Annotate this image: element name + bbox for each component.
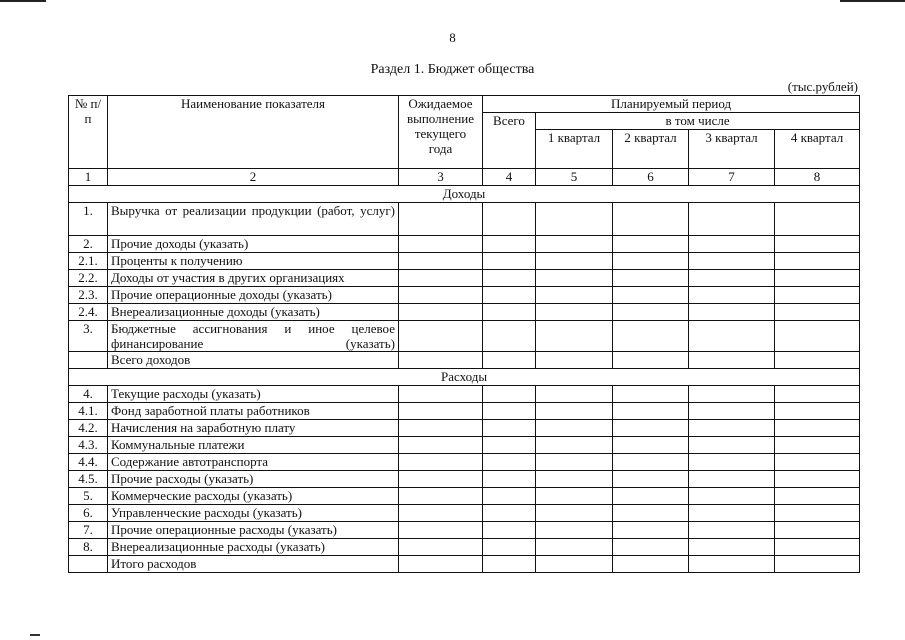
row-number: 5. [69, 488, 108, 505]
table-row [69, 287, 860, 304]
row-name: Коммерческие расходы (указать) [108, 488, 399, 505]
value-cell [689, 522, 775, 539]
value-cell [536, 420, 613, 437]
row-number: 2. [69, 236, 108, 253]
value-cell [483, 304, 536, 321]
value-cell [483, 352, 536, 369]
value-cell [399, 270, 483, 287]
value-cell [536, 522, 613, 539]
units-label: (тыс.рублей) [787, 79, 858, 94]
row-number: 7. [69, 522, 108, 539]
value-cell [399, 203, 483, 236]
value-cell [483, 321, 536, 352]
row-name: Доходы от участия в других организациях [108, 270, 399, 287]
value-cell [399, 505, 483, 522]
page-number: 8 [449, 30, 456, 45]
value-cell [613, 386, 689, 403]
value-cell [483, 454, 536, 471]
row-number: 1. [69, 203, 108, 236]
value-cell [775, 386, 860, 403]
value-cell [399, 420, 483, 437]
header-expected: Ожидаемое выполнение текущего года [399, 96, 483, 169]
value-cell [536, 253, 613, 270]
value-cell [689, 321, 775, 352]
value-cell [483, 253, 536, 270]
value-cell [399, 352, 483, 369]
table-row [69, 471, 860, 488]
row-name: Прочие доходы (указать) [108, 236, 399, 253]
row-name: Коммунальные платежи [108, 437, 399, 454]
value-cell [483, 505, 536, 522]
table-row [69, 270, 860, 287]
table-row [69, 505, 860, 522]
value-cell [536, 471, 613, 488]
value-cell [689, 287, 775, 304]
row-number [69, 556, 108, 573]
value-cell [536, 321, 613, 352]
row-number: 4.2. [69, 420, 108, 437]
value-cell [536, 270, 613, 287]
row-number: 4.5. [69, 471, 108, 488]
value-cell [536, 203, 613, 236]
value-cell [399, 437, 483, 454]
table-row [69, 420, 860, 437]
value-cell [399, 287, 483, 304]
table-row [69, 403, 860, 420]
value-cell [536, 403, 613, 420]
value-cell [613, 287, 689, 304]
value-cell [613, 253, 689, 270]
row-name: Начисления на заработную плату [108, 420, 399, 437]
value-cell [689, 505, 775, 522]
value-cell [536, 304, 613, 321]
value-cell [689, 471, 775, 488]
value-cell [775, 522, 860, 539]
row-name: Управленческие расходы (указать) [108, 505, 399, 522]
table-row [69, 253, 860, 270]
row-name: Содержание автотранспорта [108, 454, 399, 471]
row-name: Итого расходов [108, 556, 399, 573]
row-number: 4.4. [69, 454, 108, 471]
row-name: Прочие расходы (указать) [108, 471, 399, 488]
column-number: 5 [536, 169, 613, 186]
value-cell [536, 352, 613, 369]
value-cell [613, 203, 689, 236]
value-cell [483, 236, 536, 253]
value-cell [483, 539, 536, 556]
header-q4: 4 квартал [775, 130, 860, 169]
column-number: 3 [399, 169, 483, 186]
column-number: 4 [483, 169, 536, 186]
value-cell [689, 352, 775, 369]
table-row [69, 454, 860, 471]
row-name: Выручка от реализации продукции (работ, услуг) [108, 203, 399, 236]
value-cell [689, 270, 775, 287]
header-planned: Планируемый период [483, 96, 860, 113]
value-cell [536, 488, 613, 505]
value-cell [399, 454, 483, 471]
row-number: 6. [69, 505, 108, 522]
row-name: Проценты к получению [108, 253, 399, 270]
expense-section-row [69, 369, 860, 386]
value-cell [613, 522, 689, 539]
table-row [69, 203, 860, 236]
table-row [69, 236, 860, 253]
value-cell [399, 403, 483, 420]
column-number: 7 [689, 169, 775, 186]
value-cell [483, 437, 536, 454]
value-cell [775, 556, 860, 573]
value-cell [775, 437, 860, 454]
value-cell [689, 203, 775, 236]
column-number: 2 [108, 169, 399, 186]
header-including: в том числе [536, 113, 860, 130]
value-cell [613, 437, 689, 454]
budget-table [68, 95, 860, 573]
value-cell [613, 321, 689, 352]
value-cell [775, 505, 860, 522]
value-cell [775, 321, 860, 352]
value-cell [775, 488, 860, 505]
row-number: 2.3. [69, 287, 108, 304]
top-rule-right [840, 0, 905, 2]
row-number: 4. [69, 386, 108, 403]
expense-rows [69, 386, 860, 573]
value-cell [689, 304, 775, 321]
table-row [69, 539, 860, 556]
row-number: 2.1. [69, 253, 108, 270]
section-title: Раздел 1. Бюджет общества [370, 62, 535, 77]
income-section-row [69, 186, 860, 203]
value-cell [613, 505, 689, 522]
value-cell [613, 352, 689, 369]
value-cell [399, 522, 483, 539]
value-cell [775, 403, 860, 420]
value-cell [689, 236, 775, 253]
row-number [69, 352, 108, 369]
value-cell [613, 304, 689, 321]
value-cell [689, 437, 775, 454]
value-cell [775, 203, 860, 236]
row-number: 4.3. [69, 437, 108, 454]
value-cell [536, 287, 613, 304]
table-row [69, 522, 860, 539]
header-num: № п/п [69, 96, 108, 169]
value-cell [536, 539, 613, 556]
value-cell [483, 203, 536, 236]
row-number: 8. [69, 539, 108, 556]
table-row [69, 321, 860, 352]
value-cell [689, 556, 775, 573]
row-number: 2.4. [69, 304, 108, 321]
row-name: Прочие операционные расходы (указать) [108, 522, 399, 539]
value-cell [775, 352, 860, 369]
income-rows [69, 203, 860, 369]
expense-section-title: Расходы [69, 369, 860, 386]
value-cell [613, 471, 689, 488]
column-number: 8 [775, 169, 860, 186]
value-cell [775, 420, 860, 437]
table-row [69, 304, 860, 321]
value-cell [399, 253, 483, 270]
value-cell [689, 403, 775, 420]
table-row [69, 386, 860, 403]
row-name: Всего доходов [108, 352, 399, 369]
value-cell [536, 556, 613, 573]
value-cell [483, 556, 536, 573]
value-cell [775, 287, 860, 304]
value-cell [399, 321, 483, 352]
column-number: 6 [613, 169, 689, 186]
row-name: Текущие расходы (указать) [108, 386, 399, 403]
value-cell [399, 304, 483, 321]
value-cell [399, 236, 483, 253]
row-name: Внереализационные расходы (указать) [108, 539, 399, 556]
header-row-1 [69, 96, 860, 113]
table-row [69, 352, 860, 369]
value-cell [689, 488, 775, 505]
value-cell [613, 403, 689, 420]
value-cell [536, 437, 613, 454]
value-cell [536, 454, 613, 471]
value-cell [483, 471, 536, 488]
value-cell [399, 556, 483, 573]
column-number: 1 [69, 169, 108, 186]
header-q1: 1 квартал [536, 130, 613, 169]
value-cell [689, 253, 775, 270]
row-number: 2.2. [69, 270, 108, 287]
value-cell [775, 454, 860, 471]
value-cell [613, 454, 689, 471]
value-cell [399, 386, 483, 403]
value-cell [483, 420, 536, 437]
value-cell [613, 539, 689, 556]
value-cell [483, 270, 536, 287]
value-cell [613, 270, 689, 287]
value-cell [775, 539, 860, 556]
table-row [69, 488, 860, 505]
value-cell [689, 539, 775, 556]
value-cell [536, 236, 613, 253]
value-cell [483, 488, 536, 505]
value-cell [775, 253, 860, 270]
value-cell [536, 386, 613, 403]
value-cell [775, 270, 860, 287]
row-name: Внереализационные доходы (указать) [108, 304, 399, 321]
column-numbers-row [69, 169, 860, 186]
value-cell [775, 304, 860, 321]
value-cell [399, 488, 483, 505]
header-name: Наименование показателя [108, 96, 399, 169]
value-cell [613, 420, 689, 437]
top-rule-left [0, 0, 46, 2]
header-q3: 3 квартал [689, 130, 775, 169]
row-name: Прочие операционные доходы (указать) [108, 287, 399, 304]
value-cell [483, 522, 536, 539]
value-cell [483, 403, 536, 420]
value-cell [689, 386, 775, 403]
income-section-title: Доходы [69, 186, 860, 203]
row-name: Фонд заработной платы работников [108, 403, 399, 420]
value-cell [399, 471, 483, 488]
value-cell [613, 488, 689, 505]
row-name: Бюджетные ассигнования и иное целевое финансирование (указать) [108, 321, 399, 352]
value-cell [483, 287, 536, 304]
row-number: 3. [69, 321, 108, 352]
header-q2: 2 квартал [613, 130, 689, 169]
value-cell [775, 236, 860, 253]
value-cell [613, 556, 689, 573]
value-cell [689, 454, 775, 471]
value-cell [399, 539, 483, 556]
value-cell [536, 505, 613, 522]
value-cell [775, 471, 860, 488]
header-total: Всего [483, 113, 536, 169]
table-row [69, 437, 860, 454]
value-cell [689, 420, 775, 437]
value-cell [483, 386, 536, 403]
value-cell [613, 236, 689, 253]
bottom-mark [30, 634, 40, 636]
table-row [69, 556, 860, 573]
row-number: 4.1. [69, 403, 108, 420]
